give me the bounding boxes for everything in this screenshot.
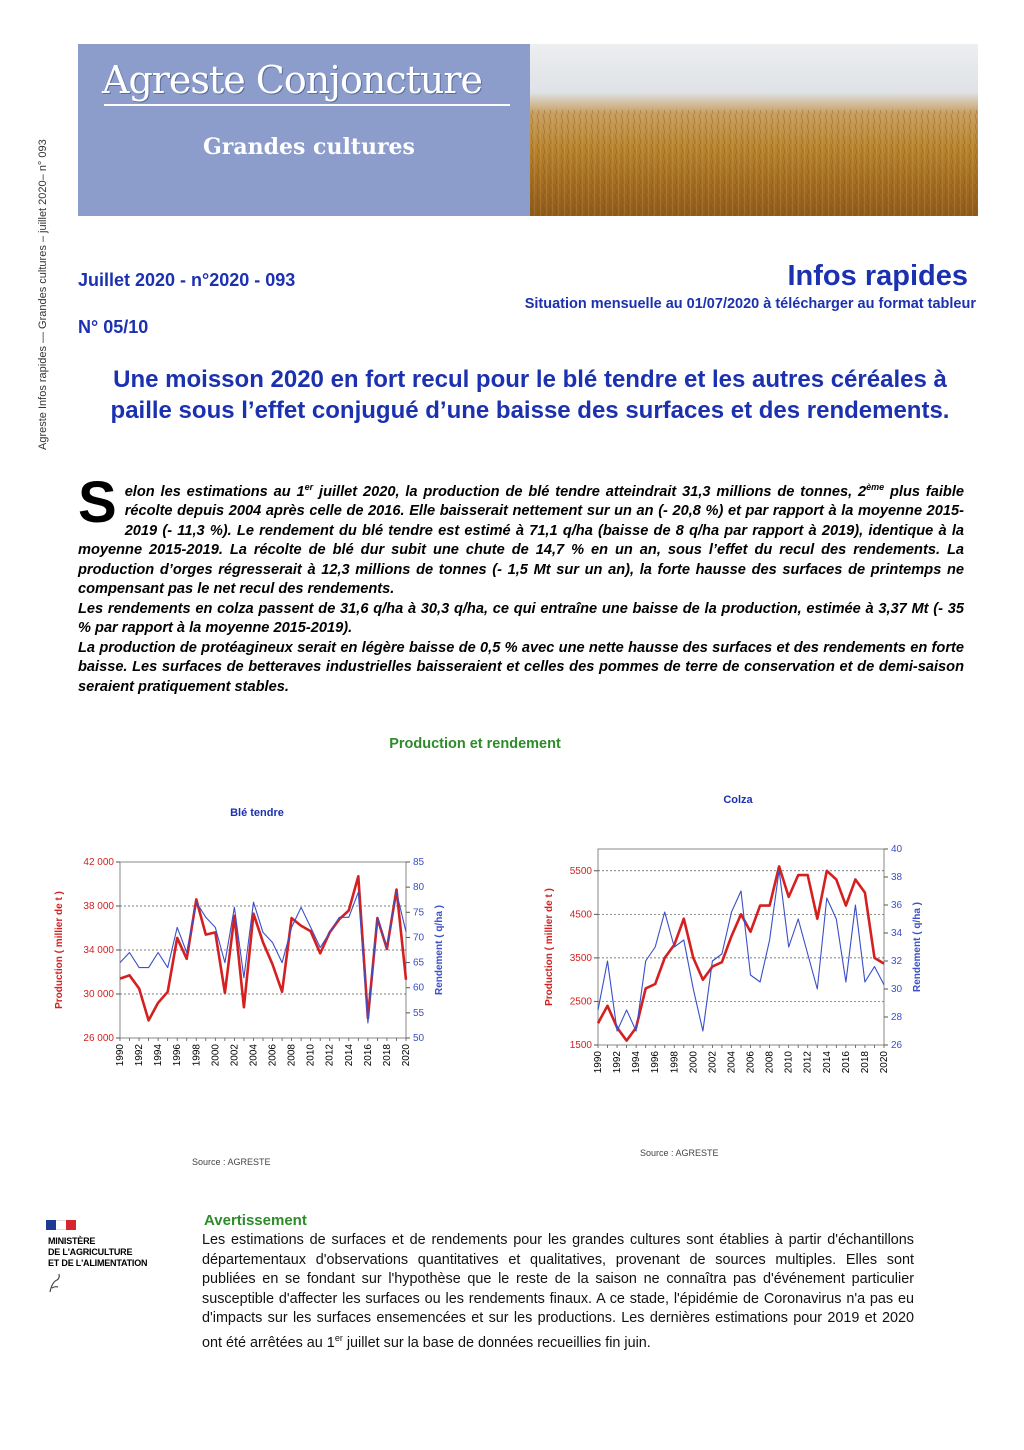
x-tick-label: 1996 — [172, 1044, 184, 1067]
x-tick-label: 1992 — [134, 1044, 146, 1067]
issue-date: Juillet 2020 - n°2020 - 093 — [78, 270, 296, 290]
y2-tick-label: 40 — [891, 844, 903, 855]
chart-ble-tendre — [50, 800, 445, 1090]
brand-title: Agreste Conjoncture — [102, 58, 482, 102]
y2-tick-label: 60 — [413, 982, 425, 994]
french-flag-icon — [46, 1220, 76, 1230]
side-running-title: Agreste Infos rapides — Grandes cultures – juillet 2020– n° 093 — [37, 139, 49, 450]
y2-tick-label: 70 — [413, 932, 425, 944]
x-tick-label: 2010 — [783, 1051, 795, 1074]
y2-tick-label: 80 — [413, 882, 425, 894]
logo-line-3: ET DE L'ALIMENTATION — [48, 1258, 148, 1268]
y2-tick-label: 50 — [413, 1033, 425, 1044]
section-title: Production et rendement — [389, 736, 561, 752]
y-tick-label: 34 000 — [83, 945, 114, 956]
x-tick-label: 2006 — [267, 1044, 279, 1067]
y-tick-label: 1500 — [569, 1040, 592, 1051]
x-tick-label: 1994 — [631, 1051, 643, 1074]
x-tick-label: 1992 — [612, 1051, 624, 1074]
x-tick-label: 2016 — [840, 1051, 852, 1074]
x-tick-label: 2002 — [707, 1051, 719, 1074]
y2-tick-label: 85 — [413, 857, 425, 868]
y-tick-label: 2500 — [569, 996, 592, 1008]
y-axis-title: Production ( millier de t ) — [54, 891, 65, 1009]
situation-link[interactable]: Situation mensuelle au 01/07/2020 à télécharger au format tableur — [524, 296, 976, 312]
abstract-paragraph-2: Les rendements en colza passent de 31,6 q/ha à 30,3 q/ha, ce qui entraîne une baisse de la production, estimée à 3,37 Mt (- 35 % par rapport à la moyenne 2015-2019). — [78, 600, 964, 637]
logo-line-2: DE L'AGRICULTURE — [48, 1247, 133, 1257]
x-tick-label: 1990 — [115, 1044, 126, 1067]
x-tick-label: 2008 — [764, 1051, 776, 1074]
x-tick-label: 1998 — [191, 1044, 203, 1067]
warning-text: Les estimations de surfaces et de rendements pour les grandes cultures sont établies à partir d'échantillons départementaux d'observations quantitatives et qualitatives, provenant de sources multiples. Elles sont publiées en se fondant sur l'hypothèse que le reste de la saison ne connaîtra pas d'événement particulier susceptible d'affecter les surfaces ou les rendements finaux. A ce stade, l'épidémie de Coronavirus n'a pas eu d'impacts sur les surfaces ensemencées et sur les productions. Les dernières estimations pour 2019 et 2020 ont été arrêtées au 1er juillet sur la base de données recueillies fin juin. — [202, 1232, 914, 1351]
y-tick-label: 4500 — [569, 909, 592, 921]
x-tick-label: 2018 — [859, 1051, 871, 1074]
abstract-paragraph-1: Selon les estimations au 1er juillet 2020, la production de blé tendre atteindrait 31,3 millions de tonnes, 2ème plus faible récolte depuis 2004 après celle de 2016. Elle baisserait nettement sur un an (- 20,8 %) et par rapport à la moyenne 2015-2019 (- 11,3 %). Le rendement du blé tendre est estimé à 71,1 q/ha (baisse de 8 q/ha par rapport à 2019), identique à la moyenne 2015-2019. La récolte de blé dur subit une chute de 14,7 % en un an, sous l’effet du recul des rendements. La production d’orges régresserait à 12,3 millions de tonnes (- 1,5 Mt sur un an), la forte hausse des surfaces de printemps ne compensant pas le net recul des rendements. — [78, 470, 964, 598]
brand-subtitle: Grandes cultures — [203, 134, 415, 160]
y2-tick-label: 55 — [413, 1007, 425, 1019]
header-banner — [78, 44, 978, 216]
x-tick-label: 2014 — [343, 1044, 355, 1067]
x-tick-label: 2020 — [879, 1051, 890, 1074]
y-tick-label: 42 000 — [83, 857, 114, 868]
y-tick-label: 30 000 — [83, 989, 114, 1000]
x-tick-label: 2012 — [324, 1044, 336, 1067]
x-tick-label: 2014 — [821, 1051, 833, 1074]
banner-title-panel — [78, 44, 530, 216]
x-tick-label: 2002 — [229, 1044, 241, 1067]
abstract — [78, 470, 964, 697]
x-tick-label: 2012 — [802, 1051, 814, 1074]
chart-svg — [538, 785, 928, 1085]
y2-axis-title: Rendement ( q/ha ) — [434, 904, 445, 996]
x-tick-label: 2006 — [745, 1051, 757, 1074]
infos-rapides-title: Infos rapides — [787, 260, 968, 292]
y-tick-label: 38 000 — [83, 901, 114, 912]
x-tick-label: 1998 — [669, 1051, 681, 1074]
x-tick-label: 2000 — [688, 1051, 700, 1074]
x-tick-label: 2018 — [381, 1044, 393, 1067]
x-tick-label: 2020 — [401, 1044, 412, 1067]
series-line-rendement — [120, 892, 406, 1023]
chart-colza — [538, 785, 928, 1085]
chart-title: Colza — [723, 794, 753, 806]
abstract-paragraph-3: La production de protéagineux serait en légère baisse de 0,5 % avec une nette hausse des surfaces et des rendements en forte baisse. Les surfaces de betteraves industrielles baisseraient et celles des pommes de terre de conservation et de demi-saison seraient pratiquement stables. — [78, 639, 964, 695]
y2-axis-title: Rendement ( q/ha ) — [912, 901, 923, 993]
x-tick-label: 2010 — [305, 1044, 317, 1067]
x-tick-label: 1994 — [153, 1044, 165, 1067]
brand-underline — [104, 104, 510, 106]
headline: Une moisson 2020 en fort recul pour le blé tendre et les autres céréales à paille sous l’effet conjugué d’une baisse des surfaces et des rendements. — [110, 366, 950, 424]
x-tick-label: 2004 — [248, 1044, 260, 1067]
x-tick-label: 1996 — [650, 1051, 662, 1074]
y-tick-label: 26 000 — [83, 1033, 114, 1044]
chart-svg — [50, 800, 445, 1090]
warning-title: Avertissement — [204, 1212, 307, 1229]
x-tick-label: 2008 — [286, 1044, 298, 1067]
y2-tick-label: 30 — [891, 984, 903, 995]
y2-tick-label: 32 — [891, 956, 903, 967]
chart-title: Blé tendre — [230, 807, 284, 819]
source-colza: Source : AGRESTE — [640, 1148, 719, 1158]
wheat-texture — [530, 44, 978, 216]
y2-tick-label: 75 — [413, 907, 425, 919]
marianne-icon — [48, 1272, 62, 1294]
x-tick-label: 1990 — [593, 1051, 604, 1074]
x-tick-label: 2004 — [726, 1051, 738, 1074]
source-ble: Source : AGRESTE — [192, 1157, 271, 1167]
y-tick-label: 3500 — [569, 952, 592, 964]
wheat-field-photo — [530, 44, 978, 216]
logo-line-1: MINISTÈRE — [48, 1236, 96, 1246]
series-line-production — [120, 876, 406, 1020]
x-tick-label: 2000 — [210, 1044, 222, 1067]
y2-tick-label: 26 — [891, 1040, 903, 1051]
y2-tick-label: 34 — [891, 928, 903, 939]
ministry-logo — [46, 1220, 186, 1300]
y-axis-title: Production ( millier de t ) — [544, 888, 555, 1006]
y2-tick-label: 36 — [891, 900, 903, 911]
issue-number: N° 05/10 — [78, 317, 149, 337]
drop-cap: S — [78, 470, 117, 535]
y2-tick-label: 65 — [413, 957, 425, 969]
y2-tick-label: 28 — [891, 1012, 903, 1023]
y2-tick-label: 38 — [891, 872, 903, 883]
x-tick-label: 2016 — [362, 1044, 374, 1067]
y-tick-label: 5500 — [569, 865, 592, 877]
